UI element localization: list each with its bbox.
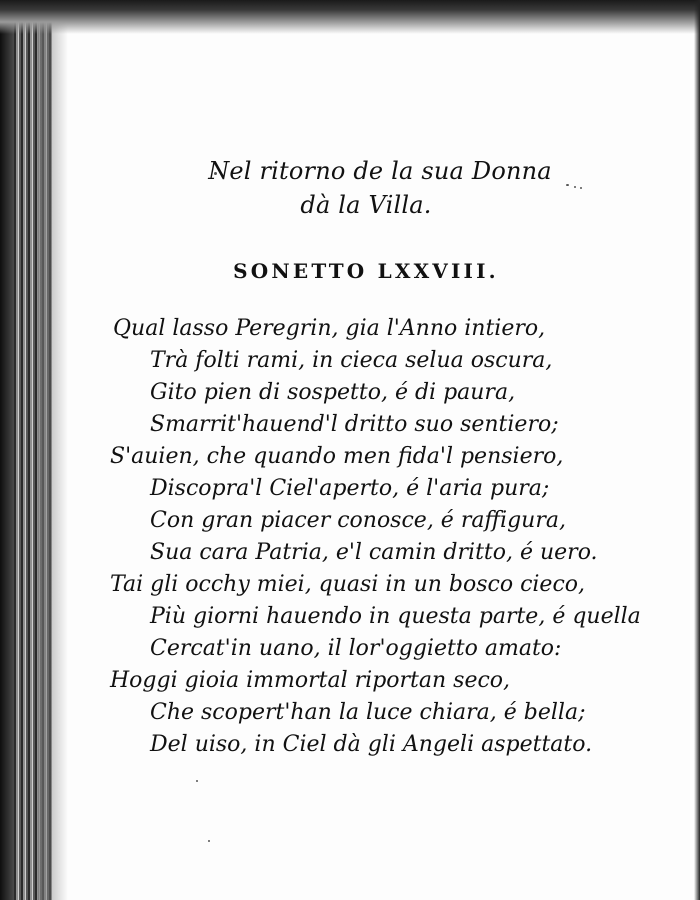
verse-13: Che scopert'han la luce chiara, é bella; [150,700,586,725]
verse-4: Smarrit'hauend'l dritto suo sentiero; [150,412,559,437]
verse-11: Cercat'in uano, il lor'oggietto amato: [150,636,562,661]
verse-7: Con gran piacer conosce, é raffigura, [150,508,566,533]
sonnet-title: SONETTO LXXVIII. [233,259,499,283]
verse-10: Più giorni hauendo in questa parte, é quella [150,604,641,629]
verse-5: S'auien, che quando men fida'l pensiero, [110,444,564,469]
verse-12: Hoggi gioia immortal riportan seco, [110,668,511,693]
heading-line-1: Nel ritorno de la sua Donna [208,157,552,185]
verse-6: Discopra'l Ciel'aperto, é l'aria pura; [150,476,550,501]
verse-3: Gito pien di sospetto, é di paura, [150,380,516,405]
verse-1: Qual lasso Peregrin, gia l'Anno intiero, [113,316,546,341]
verse-2: Trà folti rami, in cieca selua oscura, [150,348,553,373]
verse-9: Tai gli occhy miei, quasi in un bosco cieco, [110,572,586,597]
verse-14: Del uiso, in Ciel dà gli Angeli aspettato. [150,732,593,757]
verse-8: Sua cara Patria, e'l camin dritto, é uero. [150,540,598,565]
heading-line-2: dà la Villa. [300,191,432,219]
